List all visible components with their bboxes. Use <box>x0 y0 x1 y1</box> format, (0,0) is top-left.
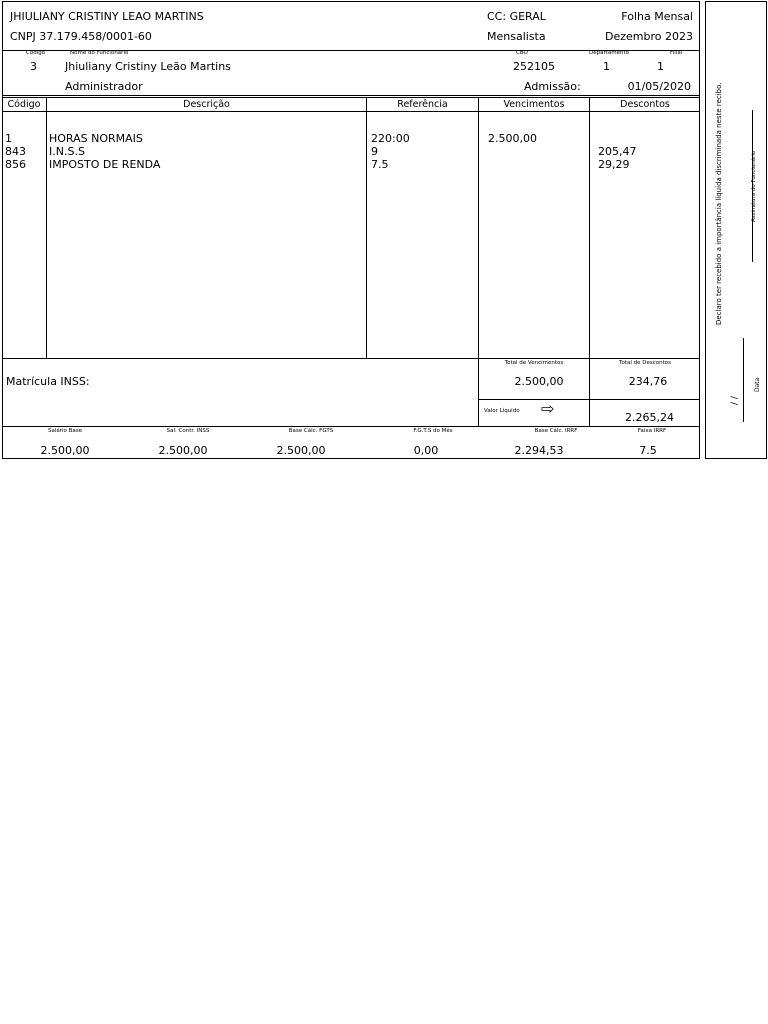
row-deduction: 205,47 <box>598 145 637 158</box>
base-value-inss: 2.500,00 <box>158 444 208 457</box>
admission-date: 01/05/2020 <box>627 80 691 93</box>
cnpj: CNPJ 37.179.458/0001-60 <box>10 30 152 43</box>
total-deductions-label: Total de Descontos <box>619 360 671 366</box>
admission-label: Admissão: <box>524 80 581 93</box>
row-description: IMPOSTO DE RENDA <box>49 158 161 171</box>
base-label-irrf-range: Faixa IRRF <box>637 428 667 434</box>
base-label-irrf: Base Cálc. IRRF <box>534 428 578 434</box>
net-value-label: Valor Líquido <box>484 408 520 414</box>
row-reference: 9 <box>371 145 378 158</box>
arrow-right-icon: ⇨ <box>541 399 555 418</box>
row-deduction: 29,29 <box>598 158 630 171</box>
net-value: 2.265,24 <box>625 411 674 424</box>
header-reference: Referência <box>397 99 448 110</box>
row-code: 1 <box>5 132 12 145</box>
base-label-fgts: Base Cálc. FGTS <box>288 428 334 434</box>
company-name: JHIULIANY CRISTINY LEAO MARTINS <box>10 10 204 23</box>
col-divider-1 <box>46 97 47 358</box>
label-cbo: CBO <box>516 50 528 56</box>
table-bottom <box>2 358 700 359</box>
row-reference: 220:00 <box>371 132 410 145</box>
col-divider-2 <box>366 97 367 358</box>
total-earnings-value: 2.500,00 <box>514 375 564 388</box>
employee-name: Jhiuliany Cristiny Leão Martins <box>65 60 231 73</box>
receipt-declaration: Declaro ter recebido a importância líquida discriminada neste recibo. <box>715 82 723 325</box>
header-description: Descrição <box>183 99 230 110</box>
label-name: Nome do Funcionário <box>70 50 129 56</box>
base-label-fgts-month: F.G.T.S do Mês <box>413 428 453 434</box>
base-value-fgts-month: 0,00 <box>413 444 439 457</box>
divider-employee <box>2 95 700 96</box>
inss-registration-label: Matrícula INSS: <box>6 375 90 388</box>
period: Dezembro 2023 <box>605 30 693 43</box>
divider-net <box>478 399 700 400</box>
date-slashes: / / <box>730 396 740 405</box>
signature-line <box>752 110 753 262</box>
sheet-type: Folha Mensal <box>621 10 693 23</box>
row-reference: 7.5 <box>371 158 389 171</box>
header-earnings: Vencimentos <box>503 99 565 110</box>
total-earnings-label: Total de Vencimentos <box>504 360 564 366</box>
base-value-irrf: 2.294,53 <box>514 444 564 457</box>
base-label-salary: Salário Base <box>47 428 83 434</box>
total-deductions-value: 234,76 <box>628 375 668 388</box>
table-header-bottom <box>2 111 700 112</box>
base-value-salary: 2.500,00 <box>40 444 90 457</box>
date-label: Data <box>754 377 761 392</box>
base-label-inss: Sal. Contr. INSS <box>166 428 210 434</box>
divider-bases <box>2 426 700 427</box>
signature-label: Assinatura do Funcionário <box>751 150 757 222</box>
row-code: 843 <box>5 145 26 158</box>
employee-branch: 1 <box>657 60 664 73</box>
label-code: Código <box>26 50 46 56</box>
employee-role: Administrador <box>65 80 143 93</box>
base-value-irrf-range: 7.5 <box>639 444 657 457</box>
label-department: Departamento <box>589 50 630 56</box>
row-description: I.N.S.S <box>49 145 85 158</box>
row-description: HORAS NORMAIS <box>49 132 143 145</box>
base-value-fgts: 2.500,00 <box>276 444 326 457</box>
employee-code: 3 <box>30 60 37 73</box>
header-code: Código <box>7 99 41 110</box>
header-deductions: Descontos <box>620 99 670 110</box>
row-earning: 2.500,00 <box>488 132 537 145</box>
table-header-top <box>2 97 700 98</box>
row-code: 856 <box>5 158 26 171</box>
label-branch: Filial <box>670 50 683 56</box>
date-line <box>743 338 744 422</box>
employee-department: 1 <box>603 60 610 73</box>
cost-center: CC: GERAL <box>487 10 546 23</box>
employee-cbo: 252105 <box>513 60 555 73</box>
payroll-type: Mensalista <box>487 30 546 43</box>
